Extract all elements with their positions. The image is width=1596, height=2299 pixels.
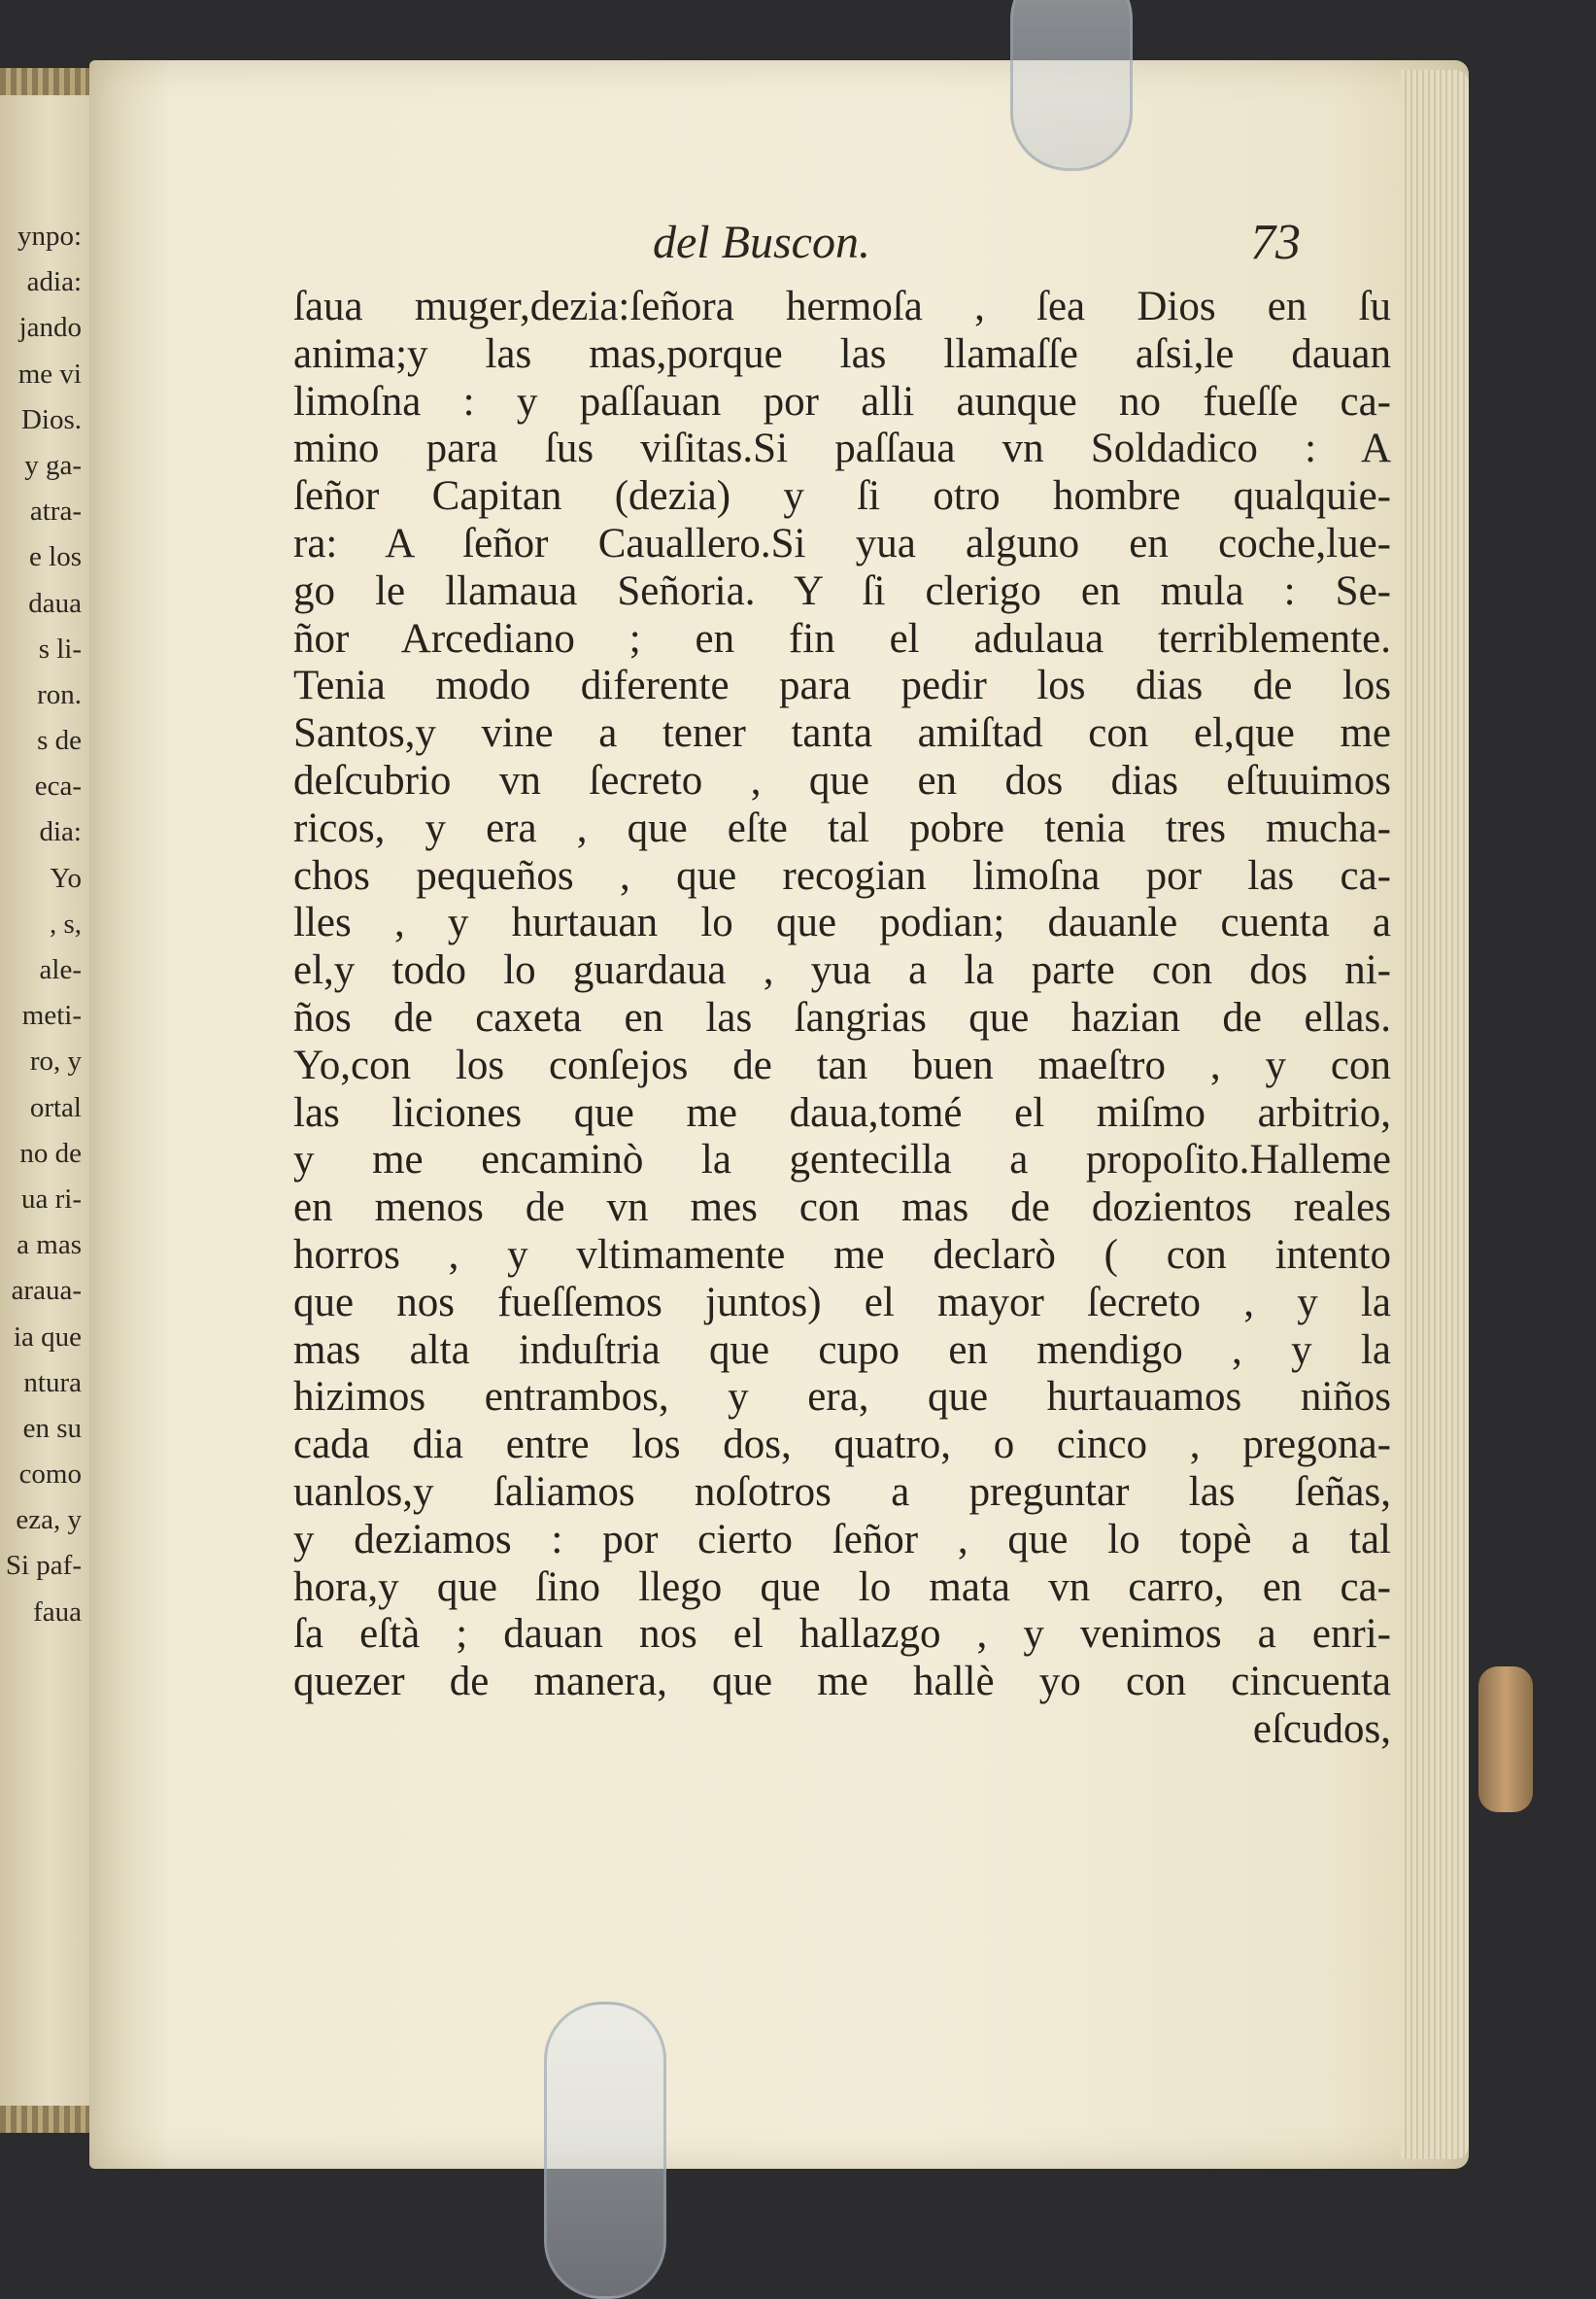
margin-fragment: ntura [23, 1366, 82, 1398]
text-line: go le llamaua Señoria. Y ſi clerigo en mula : Se- [293, 567, 1391, 614]
page-clip-top [1010, 0, 1133, 171]
margin-fragment: eza, y [16, 1504, 82, 1536]
book-page [89, 60, 1469, 2169]
text-line: ricos, y era , que eſte tal pobre tenia tres mucha- [293, 805, 1391, 851]
margin-fragment: en su [22, 1412, 82, 1444]
text-line: y deziamos : por cierto ſeñor , que lo topè a tal [293, 1516, 1391, 1562]
margin-fragment: e los [29, 541, 82, 573]
text-line: hora,y que ſino llego que lo mata vn carro, en ca- [293, 1563, 1391, 1610]
margin-fragment: araua- [11, 1275, 82, 1307]
text-line: ñor Arcediano ; en fin el adulaua terriblemente. [293, 615, 1391, 662]
margin-fragment: no de [19, 1137, 82, 1169]
text-line: mas alta induſtria que cupo en mendigo , y la [293, 1326, 1391, 1373]
text-line: las liciones que me daua,tomé el miſmo arbitrio, [293, 1089, 1391, 1136]
text-line: ra: A ſeñor Cauallero.Si yua alguno en coche,lue- [293, 520, 1391, 566]
binding-thread-top [0, 68, 89, 95]
margin-fragment: como [18, 1458, 82, 1491]
margin-fragment: s li- [38, 633, 82, 665]
margin-fragment: ro, y [29, 1046, 82, 1078]
margin-fragment: me vi [17, 358, 82, 390]
text-line: anima;y las mas,porque las llamaſſe aſsi,le dauan [293, 330, 1391, 377]
running-head: del Buscon. [653, 217, 870, 268]
margin-fragment: jando [18, 312, 82, 344]
margin-fragment: ua ri- [21, 1183, 82, 1215]
text-line: Tenia modo diferente para pedir los dias de los [293, 663, 1391, 709]
text-line: y me encaminò la gentecilla a propoſito.Halleme [293, 1137, 1391, 1184]
text-line: ños de caxeta en las ſangrias que hazian de ellas. [293, 994, 1391, 1041]
binding-thread-bottom [0, 2106, 89, 2133]
margin-fragment: ale- [39, 954, 82, 985]
catchword: eſcudos, [1252, 1705, 1391, 1752]
text-line: Santos,y vine a tener tanta amiſtad con el,que me [293, 710, 1391, 757]
text-line: hizimos entrambos, y era, que hurtauamos niños [293, 1374, 1391, 1421]
margin-fragment: Dios. [20, 403, 82, 435]
text-line: ſaua muger,dezia:ſeñora hermoſa , ſea Dios en ſu [293, 284, 1391, 329]
text-line: ſa eſtà ; dauan nos el hallazgo , y venimos a enri- [293, 1611, 1391, 1658]
margin-fragment: ynpo: [17, 221, 82, 252]
margin-fragment: meti- [21, 1000, 82, 1032]
left-page [0, 68, 92, 2133]
left-margin-fragments [0, 214, 89, 1635]
page-clip-bottom [544, 2002, 666, 2299]
margin-fragment: ia que [13, 1321, 82, 1353]
margin-fragment: dia: [39, 816, 82, 848]
margin-fragment: s de [37, 725, 82, 757]
page-edge-stack [1401, 70, 1469, 2159]
text-line: en menos de vn mes con mas de dozientos reales [293, 1184, 1391, 1231]
text-line: el,y todo lo guardaua , yua a la parte con dos ni- [293, 947, 1391, 994]
margin-fragment: , s, [49, 908, 82, 940]
margin-fragment: a mas [17, 1229, 82, 1261]
margin-fragment: eca- [34, 771, 82, 803]
text-line: Yo,con los conſejos de tan buen maeſtro , y con [293, 1042, 1391, 1088]
text-line: que nos fueſſemos juntos) el mayor ſecreto , y la [293, 1279, 1391, 1325]
text-line: quezer de manera, que me hallè yo con cincuenta [293, 1659, 1391, 1705]
margin-fragment: atra- [29, 496, 82, 528]
margin-fragment: daua [28, 587, 82, 619]
text-line: lles , y hurtauan lo que podian; dauanle cuenta a [293, 900, 1391, 946]
text-line: horros , y vltimamente me declarò ( con intento [293, 1231, 1391, 1278]
text-line: deſcubrio vn ſecreto , que en dos dias eſtuuimos [293, 757, 1391, 804]
margin-fragment: Si paf- [5, 1550, 82, 1582]
margin-fragment: Yo [50, 862, 82, 894]
text-line: chos pequeños , que recogian limoſna por las ca- [293, 852, 1391, 899]
leather-tab [1478, 1666, 1533, 1812]
margin-fragment: ron. [37, 678, 82, 710]
text-line: limoſna : y paſſauan por alli aunque no fueſſe ca- [293, 378, 1391, 425]
text-block [293, 284, 1391, 1754]
text-line: mino para ſus viſitas.Si paſſaua vn Soldadico : A [293, 426, 1391, 472]
margin-fragment: adia: [26, 266, 82, 298]
text-line: ſeñor Capitan (dezia) y ſi otro hombre qualquie- [293, 473, 1391, 520]
margin-fragment: faua [33, 1596, 82, 1628]
page-number: 73 [1250, 215, 1301, 270]
margin-fragment: ortal [29, 1091, 82, 1123]
text-line: uanlos,y ſaliamos noſotros a preguntar las ſeñas, [293, 1468, 1391, 1515]
text-line: cada dia entre los dos, quatro, o cinco , pregona- [293, 1422, 1391, 1468]
margin-fragment: y ga- [24, 449, 82, 481]
